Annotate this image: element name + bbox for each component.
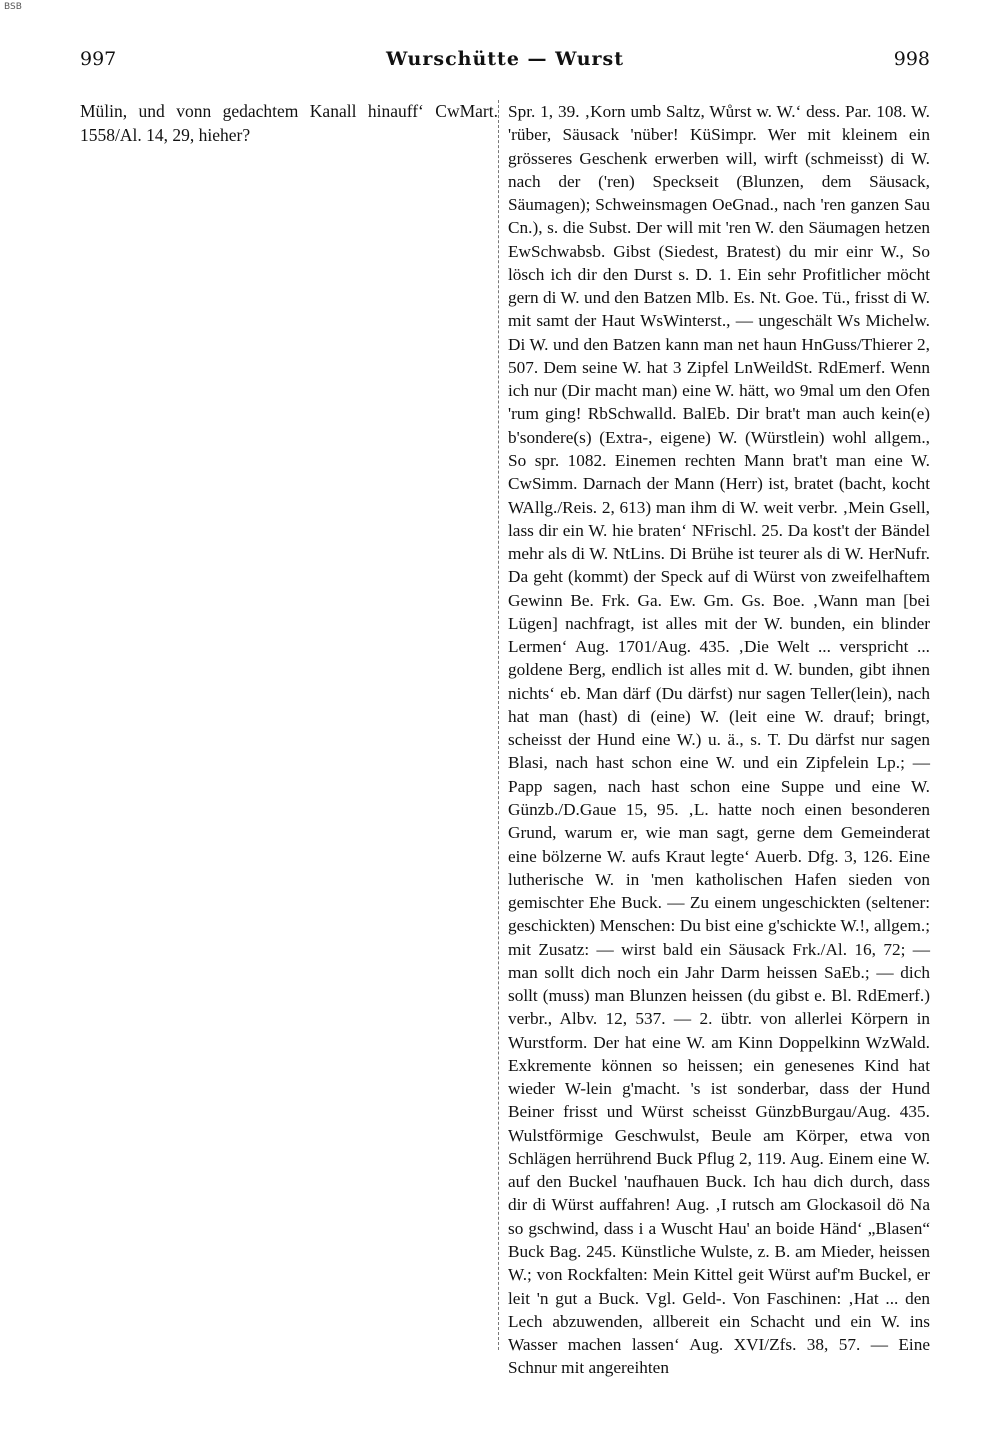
left-column [80, 100, 498, 147]
running-title: Wurschütte — Wurst [385, 48, 625, 70]
column-divider [498, 100, 499, 1350]
right-page-number: 998 [893, 48, 930, 70]
left-column-text: Mülin, und vonn gedachtem Kanall hinauff‘ CwMart. 1558/Al. 14, 29, hieher? [80, 101, 498, 145]
left-page-number: 997 [80, 48, 117, 70]
page-header [80, 48, 930, 78]
right-column-text: Spr. 1, 39. ‚Korn umb Saltz, Wůrst w. W.‘ dess. Par. 108. W. 'rüber, Säusack 'nüber! KüSimpr. Wer mit kleinem ein grösseres Geschenk erwerben will, wirft (schmeisst) di W. nach der ('ren) Speckseit (Blunzen, dem Säusack, Säumagen); Schweinsmagen OeGnad., nach 'ren ganzen Sau Cn.), s. die Subst. Der will mit 'ren W. den Säumagen hetzen EwSchwabsb. Gibst (Siedest, Bratest) du mir einr W., So lösch ich dir den Durst s. D. 1. Ein sehr Profitlicher möcht gern di W. und den Batzen Mlb. Es. Nt. Goe. Tü., frisst di W. mit samt der Haut WsWinterst., — ungeschält Ws Michelw. Di W. und den Batzen kann man net haun HnGuss/Thierer 2, 507. Dem seine W. hat 3 Zipfel LnWeildSt. RdEmerf. Wenn ich nur (Dir macht man) eine W. hätt, wo 9mal um den Ofen 'rum ging! RbSchwalld. BalEb. Dir brat't man auch kein(e) b'sondere(s) (Extra-, eigene) W. (Würstlein) wohl allgem., So spr. 1082. Einemen rechten Mann brat't man eine W. CwSimm. Darnach der Mann (Herr) ist, bratet (bacht, kocht WAllg./Reis. 2, 613) man ihm di W. weit verbr. ‚Mein Gsell, lass dir ein W. hie braten‘ NFrischl. 25. Da kost't der Bändel mehr als di W. NtLins. Di Brühe ist teurer als di W. HerNufr. Da geht (kommt) der Speck auf di Würst von zweifelhaftem Gewinn Be. Frk. Ga. Ew. Gm. Gs. Boe. ‚Wann man [bei Lügen] nachfragt, ist alles mit der W. bunden, ein blinder Lermen‘ Aug. 1701/Aug. 435. ‚Die Welt ... verspricht ... goldene Berg, endlich ist alles mit d. W. bunden, gibt ihnen nichts‘ eb. Man därf (Du därfst) nur sagen Teller(lein), nach hat man (hast) di (eine) W. (leit eine W. drauf; bringt, scheisst der Hund eine W.) u. ä., s. T. Du därfst nur sagen Blasi, nach hast schon eine W. und ein Zipfelein Lp.; — Papp sagen, nach hast schon eine Suppe und eine W. Günzb./D.Gaue 15, 95. ‚L. hatte noch einen besonderen Grund, warum er, wie man sagt, gerne dem Gemeinderat eine bölzerne W. aufs Kraut legte‘ Auerb. Dfg. 3, 126. Eine lutherische W. in 'men katholischen Hafen sieden von gemischter Ehe Buck. — Zu einem ungeschickten (seltener: geschickten) Menschen: Du bist eine g'schickte W.!, allgem.; mit Zusatz: — wirst bald ein Säusack Frk./Al. 16, 72; — man sollt dich noch ein Jahr Darm heissen SaEb.; — dich sollt (muss) man Blunzen heissen (du gibst e. Bl. RdEmerf.) verbr., Albv. 12, 537. — 2. übtr. von allerlei Körpern in Wurstform. Der hat eine W. am Kinn Doppelkinn WzWald. Exkremente können so heissen; ein genesenes Kind hat wieder W-lein g'macht. 's ist sonderbar, dass der Hund Beiner frisst und Würst scheisst GünzbBurgau/Aug. 435. Wulstförmige Geschwulst, Beule am Körper, etwa von Schlägen herrührend Buck Pflug 2, 119. Aug. Einem eine W. auf den Buckel 'naufhauen Buck. Ich hau dich durch, dass dir di Würst auffahren! Aug. ‚I rutsch am Glockasoil dö Na so gschwind, dass i a Wuscht Hau' an boide Händ‘ „Blasen“ Buck Bag. 245. Künstliche Wulste, z. B. am Mieder, heissen W.; von Rockfalten: Mein Kittel geit Würst auf'm Buckel, er leit 'n gut a Buck. Vgl. Geld-. Von Faschinen: ‚Hat ... den Lech abzuwenden, allbereit ein Schacht und ein W. ins Wasser machen lassen‘ Aug. XVI/Zfs. 38, 57. — Eine Schnur mit angereihten [508, 102, 930, 1378]
library-mark: BSB [4, 2, 22, 12]
right-column [508, 100, 930, 1380]
